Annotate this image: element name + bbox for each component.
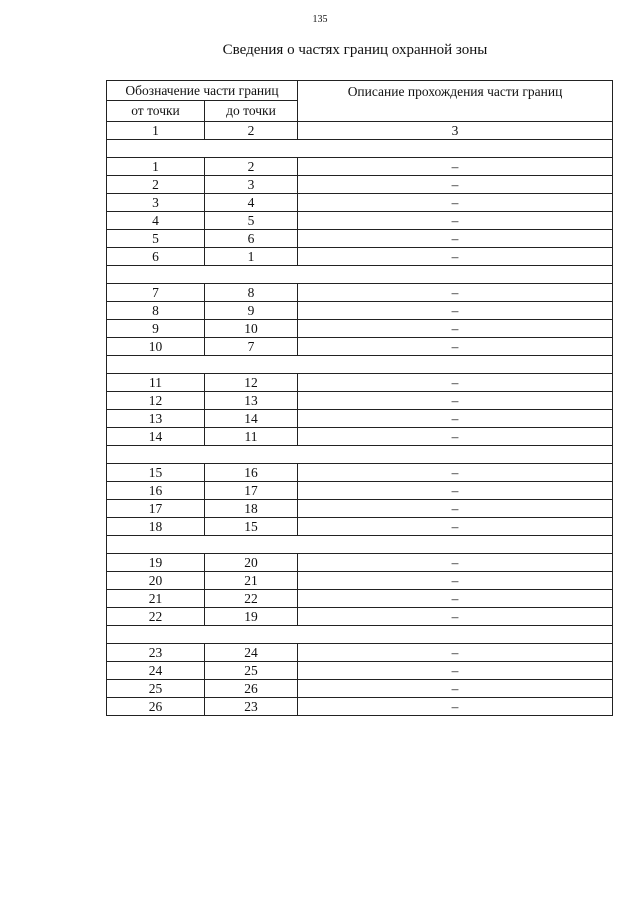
table-row	[107, 464, 613, 482]
table-row	[107, 302, 613, 320]
to-point-cell: 2	[205, 158, 298, 176]
from-point-cell: 8	[107, 302, 205, 320]
table-row	[107, 320, 613, 338]
description-cell: –	[298, 464, 613, 482]
header-boundary-part-designation: Обозначение части границ	[107, 81, 298, 101]
group-separator-cell	[107, 536, 613, 554]
from-point-cell: 12	[107, 392, 205, 410]
table-row	[107, 554, 613, 572]
from-point-cell: 20	[107, 572, 205, 590]
table-row	[107, 662, 613, 680]
document-title: Сведения о частях границ охранной зоны	[222, 42, 488, 58]
table-row	[107, 176, 613, 194]
to-point-cell: 17	[205, 482, 298, 500]
group-separator-cell	[107, 446, 613, 464]
description-cell: –	[298, 338, 613, 356]
from-point-cell: 4	[107, 212, 205, 230]
from-point-cell: 18	[107, 518, 205, 536]
table-row	[107, 698, 613, 716]
description-cell: –	[298, 230, 613, 248]
description-cell: –	[298, 284, 613, 302]
to-point-cell: 25	[205, 662, 298, 680]
to-point-cell: 23	[205, 698, 298, 716]
group-separator-row	[107, 626, 613, 644]
to-point-cell: 7	[205, 338, 298, 356]
to-point-cell: 22	[205, 590, 298, 608]
group-separator-cell	[107, 266, 613, 284]
from-point-cell: 11	[107, 374, 205, 392]
to-point-cell: 24	[205, 644, 298, 662]
description-cell: –	[298, 194, 613, 212]
to-point-cell: 14	[205, 410, 298, 428]
table-row	[107, 284, 613, 302]
table-body	[107, 122, 613, 716]
from-point-cell: 15	[107, 464, 205, 482]
to-point-cell: 3	[205, 176, 298, 194]
header-from-point: от точки	[107, 101, 205, 122]
table-row	[107, 374, 613, 392]
from-point-cell: 5	[107, 230, 205, 248]
to-point-cell: 8	[205, 284, 298, 302]
table-row	[107, 680, 613, 698]
description-cell: –	[298, 158, 613, 176]
from-point-cell: 26	[107, 698, 205, 716]
description-cell: –	[298, 212, 613, 230]
table-row	[107, 194, 613, 212]
header-boundary-description: Описание прохождения части границ	[298, 81, 613, 122]
table-row	[107, 212, 613, 230]
group-separator-row	[107, 446, 613, 464]
from-point-cell: 1	[107, 158, 205, 176]
group-separator-row	[107, 140, 613, 158]
description-cell: –	[298, 644, 613, 662]
column-number-cell: 3	[298, 122, 613, 140]
table-row	[107, 518, 613, 536]
to-point-cell: 1	[205, 248, 298, 266]
description-cell: –	[298, 176, 613, 194]
boundary-parts-table	[106, 80, 613, 716]
table-row	[107, 248, 613, 266]
table-row	[107, 482, 613, 500]
to-point-cell: 16	[205, 464, 298, 482]
to-point-cell: 13	[205, 392, 298, 410]
from-point-cell: 22	[107, 608, 205, 626]
group-separator-cell	[107, 626, 613, 644]
description-cell: –	[298, 392, 613, 410]
to-point-cell: 18	[205, 500, 298, 518]
to-point-cell: 6	[205, 230, 298, 248]
column-number-cell: 2	[205, 122, 298, 140]
description-cell: –	[298, 482, 613, 500]
to-point-cell: 9	[205, 302, 298, 320]
table-row	[107, 410, 613, 428]
table-row	[107, 608, 613, 626]
from-point-cell: 21	[107, 590, 205, 608]
description-cell: –	[298, 608, 613, 626]
group-separator-cell	[107, 356, 613, 374]
description-cell: –	[298, 374, 613, 392]
description-cell: –	[298, 698, 613, 716]
description-cell: –	[298, 554, 613, 572]
table-row	[107, 644, 613, 662]
from-point-cell: 2	[107, 176, 205, 194]
column-number-row	[107, 122, 613, 140]
to-point-cell: 5	[205, 212, 298, 230]
group-separator-row	[107, 356, 613, 374]
description-cell: –	[298, 572, 613, 590]
from-point-cell: 7	[107, 284, 205, 302]
to-point-cell: 11	[205, 428, 298, 446]
from-point-cell: 6	[107, 248, 205, 266]
to-point-cell: 12	[205, 374, 298, 392]
description-cell: –	[298, 320, 613, 338]
from-point-cell: 23	[107, 644, 205, 662]
description-cell: –	[298, 518, 613, 536]
table-row	[107, 500, 613, 518]
group-separator-row	[107, 266, 613, 284]
from-point-cell: 9	[107, 320, 205, 338]
from-point-cell: 13	[107, 410, 205, 428]
to-point-cell: 10	[205, 320, 298, 338]
description-cell: –	[298, 500, 613, 518]
from-point-cell: 16	[107, 482, 205, 500]
group-separator-cell	[107, 140, 613, 158]
description-cell: –	[298, 590, 613, 608]
from-point-cell: 14	[107, 428, 205, 446]
to-point-cell: 26	[205, 680, 298, 698]
table-row	[107, 158, 613, 176]
description-cell: –	[298, 662, 613, 680]
table-row	[107, 392, 613, 410]
description-cell: –	[298, 248, 613, 266]
description-cell: –	[298, 428, 613, 446]
table-row	[107, 572, 613, 590]
header-row-top	[107, 81, 613, 101]
from-point-cell: 19	[107, 554, 205, 572]
description-cell: –	[298, 410, 613, 428]
to-point-cell: 21	[205, 572, 298, 590]
description-cell: –	[298, 302, 613, 320]
table-row	[107, 428, 613, 446]
from-point-cell: 25	[107, 680, 205, 698]
group-separator-row	[107, 536, 613, 554]
column-number-cell: 1	[107, 122, 205, 140]
from-point-cell: 10	[107, 338, 205, 356]
to-point-cell: 15	[205, 518, 298, 536]
to-point-cell: 20	[205, 554, 298, 572]
from-point-cell: 17	[107, 500, 205, 518]
to-point-cell: 19	[205, 608, 298, 626]
from-point-cell: 24	[107, 662, 205, 680]
header-to-point: до точки	[205, 101, 298, 122]
page-number: 135	[312, 14, 328, 25]
table-row	[107, 230, 613, 248]
description-cell: –	[298, 680, 613, 698]
table-row	[107, 338, 613, 356]
from-point-cell: 3	[107, 194, 205, 212]
to-point-cell: 4	[205, 194, 298, 212]
table-row	[107, 590, 613, 608]
